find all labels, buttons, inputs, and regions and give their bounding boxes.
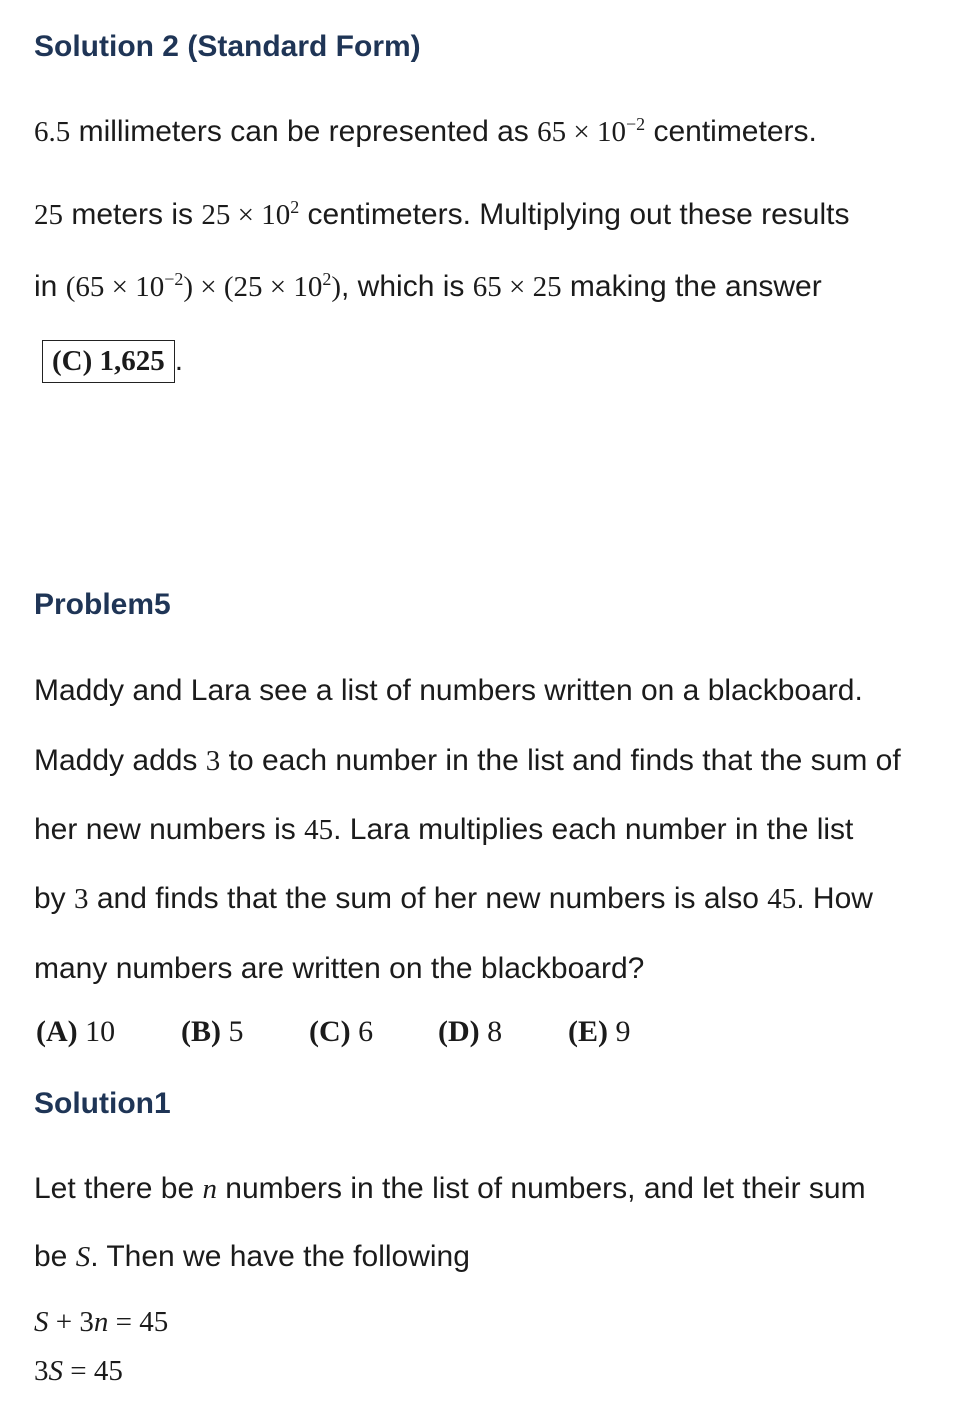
- answer-period: .: [174, 344, 184, 377]
- problem-line-2: [34, 744, 901, 778]
- solution-2-line-3: [34, 270, 822, 304]
- math-variable: n: [93, 1306, 109, 1338]
- text-run: and finds that the sum of her new numbers is also: [88, 882, 768, 915]
- math-part: 3: [34, 1355, 49, 1387]
- text-run: her new numbers is: [34, 813, 305, 846]
- choice-label: (B): [181, 1015, 221, 1048]
- text-run: meters is: [63, 198, 202, 231]
- choice-c: [309, 1015, 373, 1049]
- choice-d: [438, 1015, 502, 1049]
- choice-value: 9: [615, 1015, 631, 1048]
- problem-line-1: Maddy and Lara see a list of numbers written on a blackboard.: [34, 674, 863, 707]
- text-run: by: [34, 882, 75, 915]
- math-variable: S: [48, 1355, 63, 1387]
- math-variable: S: [34, 1306, 49, 1338]
- problem-5-heading: Problem5: [34, 588, 171, 621]
- text-run: , which is: [341, 270, 473, 303]
- choice-b: [181, 1015, 244, 1049]
- math-value: 6.5: [34, 116, 71, 148]
- choice-value: 8: [487, 1015, 503, 1048]
- math-value: 25: [34, 199, 63, 231]
- math-part: + 3: [48, 1306, 94, 1338]
- text-run: in: [34, 270, 66, 303]
- math-exponent: −2: [164, 268, 184, 289]
- choice-value: 5: [228, 1015, 244, 1048]
- text-run: centimeters. Multiplying out these results: [299, 198, 850, 231]
- math-variable: n: [202, 1173, 217, 1205]
- solution-2-line-2: [34, 198, 849, 232]
- math-expression: [201, 196, 300, 231]
- text-run: be: [34, 1240, 76, 1273]
- equation-2: [34, 1355, 123, 1388]
- choice-label: (A): [36, 1015, 78, 1048]
- choice-value: 6: [358, 1015, 374, 1048]
- choice-e: [568, 1015, 631, 1049]
- problem-line-5: many numbers are written on the blackboard?: [34, 952, 645, 985]
- math-value: 3: [205, 745, 221, 777]
- text-run: . Lara multiplies each number in the list: [333, 813, 854, 846]
- math-expression: [65, 268, 342, 303]
- math-part: ): [331, 271, 342, 303]
- text-run: Maddy adds: [34, 744, 206, 777]
- math-part: ) × (25 × 10: [183, 271, 323, 303]
- math-variable: S: [75, 1241, 91, 1273]
- choice-label: (E): [568, 1015, 608, 1048]
- solution-2-heading: Solution 2 (Standard Form): [34, 30, 421, 63]
- math-part: = 45: [108, 1306, 169, 1338]
- problem-line-4: [34, 882, 873, 916]
- text-run: . How: [796, 882, 873, 915]
- solution-1-line-1: [34, 1172, 866, 1206]
- math-part: = 45: [63, 1355, 123, 1387]
- equation-1: [34, 1306, 168, 1339]
- text-run: Let there be: [34, 1172, 203, 1205]
- math-base: 65 × 10: [537, 116, 626, 148]
- math-value: 45: [304, 814, 334, 846]
- boxed-answer: (C) 1,625: [42, 340, 175, 383]
- problem-line-3: [34, 813, 853, 847]
- solution-1-line-2: [34, 1240, 470, 1274]
- answer-row: [42, 340, 183, 383]
- solution-1-heading: Solution1: [34, 1087, 171, 1120]
- choice-a: [36, 1015, 115, 1049]
- text-run: . Then we have the following: [90, 1240, 470, 1273]
- choice-label: (D): [438, 1015, 480, 1048]
- solution-2-line-1: [34, 115, 817, 149]
- math-exponent: 2: [322, 268, 332, 289]
- math-expression: [537, 113, 646, 148]
- text-run: numbers in the list of numbers, and let their sum: [216, 1172, 866, 1205]
- math-base: 25 × 10: [201, 199, 291, 231]
- choice-value: 10: [85, 1015, 116, 1048]
- text-run: to each number in the list and finds that the sum of: [220, 744, 901, 777]
- math-exponent: −2: [625, 113, 646, 134]
- text-run: making the answer: [561, 270, 822, 303]
- text-run: millimeters can be represented as: [70, 115, 538, 148]
- text-run: centimeters.: [645, 115, 817, 148]
- math-exponent: 2: [290, 196, 300, 217]
- math-part: (65 × 10: [65, 271, 165, 303]
- choice-label: (C): [309, 1015, 351, 1048]
- math-value: 45: [767, 883, 797, 915]
- math-value: 3: [74, 883, 89, 915]
- math-expression: 65 × 25: [472, 271, 562, 303]
